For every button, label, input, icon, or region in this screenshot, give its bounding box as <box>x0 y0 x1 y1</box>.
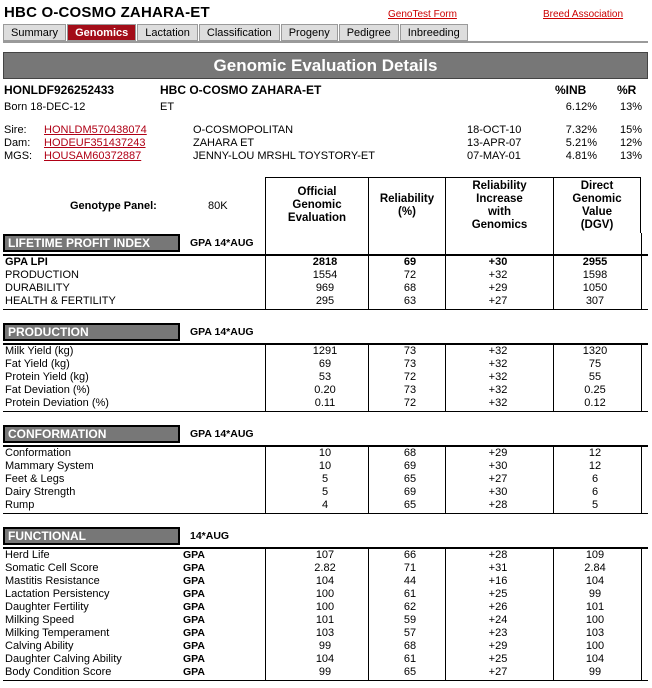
trait-name: Milk Yield (kg) <box>5 345 74 357</box>
dgv-value: 101 <box>585 601 605 613</box>
reliability: 65 <box>403 666 417 678</box>
reliability: 69 <box>403 256 417 268</box>
reliability-increase: +30 <box>488 256 508 268</box>
dam-name: ZAHARA ET <box>193 137 255 149</box>
trait-name: Dairy Strength <box>5 486 76 498</box>
trait-name: Milking Speed <box>5 614 75 626</box>
trait-name: Fat Deviation (%) <box>5 384 90 396</box>
col-reliability: Reliability (%) <box>368 177 446 233</box>
reliability: 44 <box>403 575 417 587</box>
trait-name: Lactation Persistency <box>5 588 110 600</box>
table-row <box>3 358 648 371</box>
sire-date: 18-OCT-10 <box>467 124 522 136</box>
section-bottom-rule <box>3 680 648 681</box>
trait-name: Body Condition Score <box>5 666 112 678</box>
tab-summary[interactable]: Summary <box>3 24 66 41</box>
official-evaluation: 2.82 <box>314 562 336 574</box>
animal-r: 13% <box>619 101 642 113</box>
trait-name: Feet & Legs <box>5 473 65 485</box>
tab-pedigree[interactable]: Pedigree <box>339 24 399 41</box>
table-row <box>3 295 648 308</box>
sire-label: Sire: <box>4 124 27 136</box>
table-row <box>3 601 648 614</box>
table-row <box>3 460 648 473</box>
trait-name: Protein Deviation (%) <box>5 397 109 409</box>
table-row <box>3 473 648 486</box>
official-evaluation: 4 <box>321 499 329 511</box>
dgv-value: 12 <box>588 447 602 459</box>
genotype-panel-label: Genotype Panel: <box>70 200 157 212</box>
mgs-name: JENNY-LOU MRSHL TOYSTORY-ET <box>193 150 375 162</box>
reliability: 73 <box>403 384 417 396</box>
official-evaluation: 103 <box>315 627 335 639</box>
section-source: 14*AUG <box>190 530 230 542</box>
breed-association-link[interactable]: Breed Association <box>543 9 624 20</box>
sire-name: O-COSMOPOLITAN <box>193 124 294 136</box>
section-conformation: CONFORMATION <box>3 425 180 443</box>
page-title: HBC O-COSMO ZAHARA-ET <box>4 4 210 21</box>
reliability-increase: +29 <box>488 640 508 652</box>
reliability: 57 <box>403 627 417 639</box>
dgv-value: 12 <box>588 460 602 472</box>
animal-name: HBC O-COSMO ZAHARA-ET <box>160 83 322 97</box>
official-evaluation: 0.11 <box>314 397 336 409</box>
table-row <box>3 627 648 640</box>
tab-inbreeding[interactable]: Inbreeding <box>400 24 468 41</box>
dgv-value: 1320 <box>582 345 608 357</box>
trait-source-flag: GPA <box>183 640 205 652</box>
trait-name: Rump <box>5 499 35 511</box>
reliability-increase: +30 <box>488 460 508 472</box>
dgv-value: 2955 <box>582 256 608 268</box>
dgv-value: 109 <box>585 549 605 561</box>
trait-name: Mastitis Resistance <box>5 575 100 587</box>
official-evaluation: 104 <box>315 575 335 587</box>
trait-source-flag: GPA <box>183 601 205 613</box>
reliability: 69 <box>403 460 417 472</box>
official-evaluation: 5 <box>321 473 329 485</box>
section-production: PRODUCTION <box>3 323 180 341</box>
inb-header: %INB <box>555 83 587 97</box>
table-row <box>3 499 648 512</box>
official-evaluation: 53 <box>318 371 332 383</box>
tab-divider <box>3 41 648 43</box>
section-source: GPA 14*AUG <box>190 428 254 440</box>
dgv-value: 75 <box>588 358 602 370</box>
mgs-registration-link[interactable]: HOUSAM60372887 <box>44 150 142 162</box>
official-evaluation: 1291 <box>312 345 338 357</box>
tab-genomics[interactable]: Genomics <box>67 24 136 41</box>
official-evaluation: 99 <box>318 666 332 678</box>
reliability-increase: +32 <box>488 358 508 370</box>
dgv-value: 100 <box>585 640 605 652</box>
dgv-value: 104 <box>585 575 605 587</box>
r-header: %R <box>617 83 637 97</box>
animal-id: HONLDF926252433 <box>4 83 115 97</box>
reliability-increase: +25 <box>488 588 508 600</box>
reliability-increase: +29 <box>488 447 508 459</box>
reliability-increase: +29 <box>488 282 508 294</box>
table-row <box>3 614 648 627</box>
table-row <box>3 256 648 269</box>
official-evaluation: 100 <box>315 601 335 613</box>
reliability: 68 <box>403 640 417 652</box>
mgs-inb: 4.81% <box>565 150 597 162</box>
trait-name: PRODUCTION <box>5 269 79 281</box>
reliability-increase: +27 <box>488 666 508 678</box>
reliability: 65 <box>403 499 417 511</box>
reliability-increase: +30 <box>488 486 508 498</box>
col-direct-genomic-value: Direct Genomic Value (DGV) <box>553 177 641 233</box>
table-row <box>3 384 648 397</box>
dam-registration-link[interactable]: HODEUF351437243 <box>44 137 146 149</box>
sire-registration-link[interactable]: HONLDM570438074 <box>44 124 147 136</box>
animal-inb: 6.12% <box>565 101 597 113</box>
table-row <box>3 653 648 666</box>
et-flag: ET <box>160 101 175 113</box>
reliability: 68 <box>403 282 417 294</box>
section-bottom-rule <box>3 513 648 514</box>
born-date: Born 18-DEC-12 <box>4 101 86 113</box>
trait-source-flag: GPA <box>183 588 205 600</box>
dam-r: 12% <box>619 137 642 149</box>
dgv-value: 104 <box>585 653 605 665</box>
reliability: 63 <box>403 295 417 307</box>
tab-progeny[interactable]: Progeny <box>281 24 338 41</box>
official-evaluation: 295 <box>315 295 335 307</box>
official-evaluation: 101 <box>315 614 335 626</box>
official-evaluation: 0.20 <box>314 384 336 396</box>
reliability-increase: +25 <box>488 653 508 665</box>
table-row <box>3 549 648 562</box>
dgv-value: 1598 <box>582 269 608 281</box>
reliability-increase: +32 <box>488 397 508 409</box>
dgv-value: 99 <box>588 588 602 600</box>
table-row <box>3 640 648 653</box>
table-row <box>3 666 648 679</box>
dgv-value: 307 <box>585 295 605 307</box>
official-evaluation: 5 <box>321 486 329 498</box>
table-row <box>3 486 648 499</box>
reliability: 73 <box>403 358 417 370</box>
section-header: Genomic Evaluation Details <box>3 52 648 79</box>
reliability: 61 <box>403 588 417 600</box>
table-row <box>3 282 648 295</box>
table-row <box>3 562 648 575</box>
reliability: 72 <box>403 371 417 383</box>
reliability-increase: +32 <box>488 384 508 396</box>
trait-name: DURABILITY <box>5 282 70 294</box>
reliability-increase: +27 <box>488 295 508 307</box>
reliability-increase: +31 <box>488 562 508 574</box>
official-evaluation: 69 <box>318 358 332 370</box>
official-evaluation: 99 <box>318 640 332 652</box>
trait-name: Milking Temperament <box>5 627 110 639</box>
official-evaluation: 2818 <box>312 256 338 268</box>
official-evaluation: 1554 <box>312 269 338 281</box>
table-row <box>3 588 648 601</box>
tab-lactation[interactable]: Lactation <box>137 24 198 41</box>
dgv-value: 2.84 <box>584 562 606 574</box>
dgv-value: 5 <box>591 499 599 511</box>
reliability-increase: +27 <box>488 473 508 485</box>
trait-source-flag: GPA <box>183 575 205 587</box>
reliability-increase: +32 <box>488 269 508 281</box>
table-row <box>3 371 648 384</box>
table-row <box>3 575 648 588</box>
trait-source-flag: GPA <box>183 549 205 561</box>
dgv-value: 6 <box>591 486 599 498</box>
reliability: 72 <box>403 397 417 409</box>
reliability-increase: +32 <box>488 371 508 383</box>
trait-source-flag: GPA <box>183 562 205 574</box>
trait-source-flag: GPA <box>183 627 205 639</box>
dam-date: 13-APR-07 <box>467 137 522 149</box>
genotest-form-link[interactable]: GenoTest Form <box>388 9 457 20</box>
genotype-panel-value: 80K <box>208 200 228 212</box>
trait-name: HEALTH & FERTILITY <box>5 295 116 307</box>
official-evaluation: 104 <box>315 653 335 665</box>
trait-source-flag: GPA <box>183 614 205 626</box>
reliability-increase: +24 <box>488 614 508 626</box>
section-bottom-rule <box>3 309 648 310</box>
section-functional: FUNCTIONAL <box>3 527 180 545</box>
official-evaluation: 969 <box>315 282 335 294</box>
reliability: 71 <box>403 562 417 574</box>
mgs-r: 13% <box>619 150 642 162</box>
section-source: GPA 14*AUG <box>190 326 254 338</box>
reliability-increase: +16 <box>488 575 508 587</box>
table-row <box>3 447 648 460</box>
reliability: 69 <box>403 486 417 498</box>
trait-source-flag: GPA <box>183 666 205 678</box>
col-official-genomic-evaluation: Official Genomic Evaluation <box>265 177 369 233</box>
reliability-increase: +23 <box>488 627 508 639</box>
trait-name: Daughter Calving Ability <box>5 653 122 665</box>
trait-name: Calving Ability <box>5 640 74 652</box>
dgv-value: 103 <box>585 627 605 639</box>
reliability: 73 <box>403 345 417 357</box>
table-row <box>3 397 648 410</box>
trait-name: Daughter Fertility <box>5 601 89 613</box>
mgs-date: 07-MAY-01 <box>467 150 521 162</box>
official-evaluation: 10 <box>318 460 332 472</box>
dam-label: Dam: <box>4 137 31 149</box>
trait-name: Fat Yield (kg) <box>5 358 70 370</box>
reliability: 59 <box>403 614 417 626</box>
section-bottom-rule <box>3 411 648 412</box>
trait-name: Conformation <box>5 447 72 459</box>
reliability: 62 <box>403 601 417 613</box>
mgs-label: MGS: <box>4 150 33 162</box>
dgv-value: 100 <box>585 614 605 626</box>
sire-r: 15% <box>619 124 642 136</box>
reliability: 61 <box>403 653 417 665</box>
tab-classification[interactable]: Classification <box>199 24 280 41</box>
trait-name: Herd Life <box>5 549 50 561</box>
reliability: 66 <box>403 549 417 561</box>
trait-name: Mammary System <box>5 460 94 472</box>
dgv-value: 0.25 <box>584 384 606 396</box>
dgv-value: 6 <box>591 473 599 485</box>
sire-inb: 7.32% <box>565 124 597 136</box>
reliability: 68 <box>403 447 417 459</box>
section-source: GPA 14*AUG <box>190 237 254 249</box>
dgv-value: 0.12 <box>584 397 606 409</box>
dam-inb: 5.21% <box>565 137 597 149</box>
col-reliability-increase: Reliability Increase with Genomics <box>445 177 554 233</box>
reliability-increase: +26 <box>488 601 508 613</box>
dgv-value: 55 <box>588 371 602 383</box>
table-row <box>3 269 648 282</box>
official-evaluation: 10 <box>318 447 332 459</box>
reliability: 72 <box>403 269 417 281</box>
reliability-increase: +32 <box>488 345 508 357</box>
reliability: 65 <box>403 473 417 485</box>
section-lifetime-profit-index: LIFETIME PROFIT INDEX <box>3 234 180 252</box>
table-row <box>3 345 648 358</box>
trait-name: Protein Yield (kg) <box>5 371 89 383</box>
dgv-value: 1050 <box>582 282 608 294</box>
dgv-value: 99 <box>588 666 602 678</box>
trait-source-flag: GPA <box>183 653 205 665</box>
reliability-increase: +28 <box>488 499 508 511</box>
trait-name: Somatic Cell Score <box>5 562 99 574</box>
tab-bar <box>3 24 469 41</box>
official-evaluation: 100 <box>315 588 335 600</box>
official-evaluation: 107 <box>315 549 335 561</box>
reliability-increase: +28 <box>488 549 508 561</box>
trait-name: GPA LPI <box>5 256 48 268</box>
